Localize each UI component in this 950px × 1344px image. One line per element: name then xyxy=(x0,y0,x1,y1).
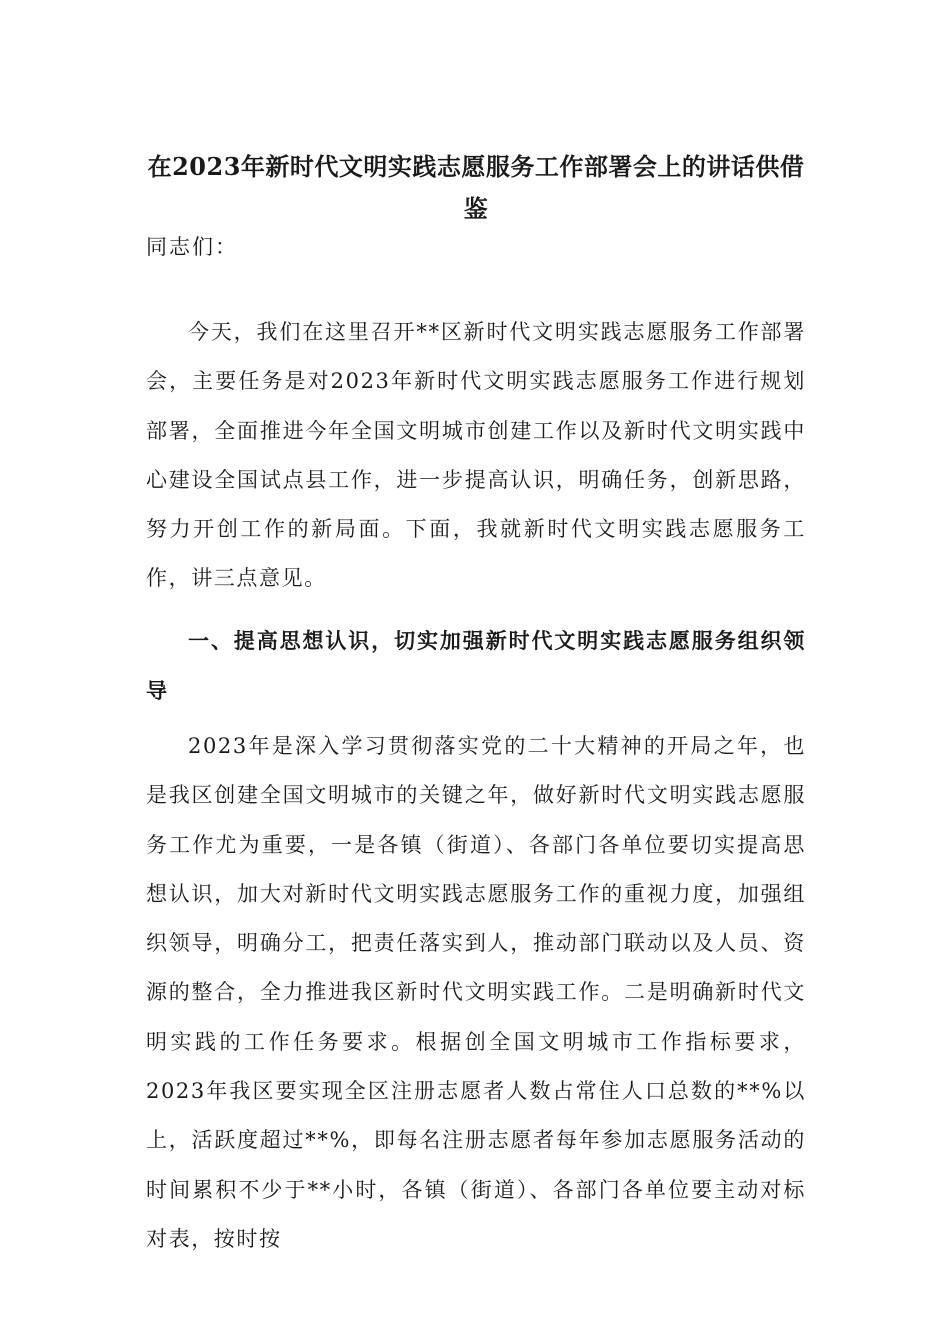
paragraph-section-1: 2023年是深入学习贯彻落实党的二十大精神的开局之年，也是我区创建全国文明城市的关键之年，做好新时代文明实践志愿服务工作尤为重要，一是各镇（街道）、各部门各单位要切实提高思想认识，加大对新时代文明实践志愿服务工作的重视力度，加强组织领导，明确分工，把责任落实到人，推动部门联动以及人员、资源的整合，全力推进我区新时代文明实践工作。二是明确新时代文明实践的工作任务要求。根据创全国文明城市工作指标要求，2023年我区要实现全区注册志愿者人数占常住人口总数的**%以上，活跃度超过**%，即每名注册志愿者每年参加志愿服务活动的时间累积不少于**小时，各镇（街道）、各部门各单位要主动对标对表，按时按 xyxy=(146,734,806,1251)
document-title: 在2023年新时代文明实践志愿服务工作部署会上的讲话供借鉴 xyxy=(147,152,805,223)
section-heading-1: 一、提高思想认识，切实加强新时代文明实践志愿服务组织领导 xyxy=(146,628,806,703)
paragraph-intro: 今天，我们在这里召开**区新时代文明实践志愿服务工作部署会，主要任务是对2023年新时代文明实践志愿服务工作进行规划部署，全面推进今年全国文明城市创建工作以及新时代文明实践中心建设全国试点县工作，进一步提高认识，明确任务，创新思路，努力开创工作的新局面。下面，我就新时代文明实践志愿服务工作，讲三点意见。 xyxy=(146,320,806,591)
salutation: 同志们： xyxy=(146,235,238,259)
